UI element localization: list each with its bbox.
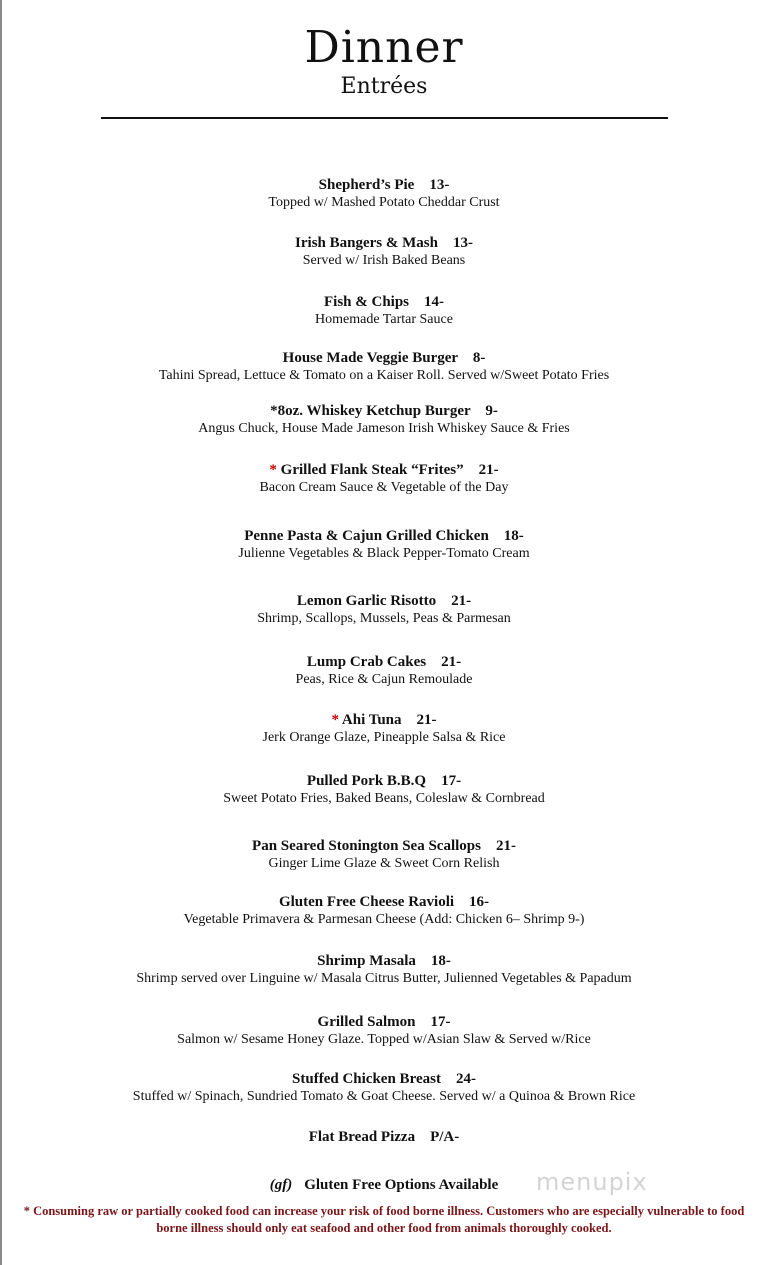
menu-item [0, 1013, 768, 1049]
item-price: 18- [430, 953, 451, 969]
item-name-line [0, 402, 768, 420]
item-description: Shrimp served over Linguine w/ Masala Citrus Butter, Julienned Vegetables & Papadum [136, 971, 632, 986]
item-description: Sweet Potato Fries, Baked Beans, Coleslaw & Cornbread [223, 791, 545, 806]
menu-item [0, 837, 768, 873]
food-safety-disclaimer: * Consuming raw or partially cooked food can increase your risk of food borne illness. Customers who are especially vulnerable to food borne illness should only eat seafood and other food from animals thoroughly cooked. [23, 1204, 745, 1235]
item-name: Grilled Salmon [317, 1014, 416, 1030]
menupix-watermark: menupix [536, 1168, 648, 1196]
item-name-line [0, 772, 768, 790]
menu-item [0, 1128, 768, 1146]
item-name: Pulled Pork B.B.Q [306, 773, 427, 789]
menu-item [0, 349, 768, 385]
item-description: Tahini Spread, Lettuce & Tomato on a Kaiser Roll. Served w/Sweet Potato Fries [158, 368, 610, 383]
item-name-line [0, 1013, 768, 1031]
item-description: Shrimp, Scallops, Mussels, Peas & Parmesan [257, 611, 511, 626]
gf-mark: (gf) [269, 1177, 293, 1193]
item-name: Shepherd’s Pie [318, 177, 415, 193]
divider [101, 117, 668, 119]
item-name-line [0, 176, 768, 194]
item-description: Ginger Lime Glaze & Sweet Corn Relish [268, 856, 500, 871]
raw-warning-star: * [331, 712, 339, 728]
item-name-line [0, 653, 768, 671]
item-price: 21- [478, 462, 499, 478]
item-price: 21- [495, 838, 516, 854]
item-name-line [0, 293, 768, 311]
menu-item [0, 176, 768, 212]
item-price: 21- [441, 654, 462, 670]
item-name-line [0, 1128, 768, 1146]
menu-item [0, 893, 768, 929]
menu-subtitle: Entrées [340, 74, 428, 99]
menu-item [0, 592, 768, 628]
item-name-line [0, 234, 768, 252]
item-name-line [0, 349, 768, 367]
gf-text: Gluten Free Options Available [304, 1177, 499, 1193]
item-price: 18- [503, 528, 524, 544]
item-price: 21- [416, 712, 437, 728]
raw-warning-star: * [269, 462, 277, 478]
item-price: 24- [455, 1071, 476, 1087]
item-description: Homemade Tartar Sauce [315, 312, 453, 327]
item-description: Stuffed w/ Spinach, Sundried Tomato & Goat Cheese. Served w/ a Quinoa & Brown Rice [132, 1089, 636, 1104]
menu-item [0, 402, 768, 438]
item-price: 13- [429, 177, 450, 193]
item-description: Bacon Cream Sauce & Vegetable of the Day [259, 480, 509, 495]
item-price: 16- [469, 894, 490, 910]
item-name: Penne Pasta & Cajun Grilled Chicken [244, 528, 489, 544]
item-name-line [0, 952, 768, 970]
item-description: Jerk Orange Glaze, Pineapple Salsa & Rice [262, 730, 506, 745]
item-name-line [0, 527, 768, 545]
item-description: Topped w/ Mashed Potato Cheddar Crust [268, 195, 500, 210]
item-name: Gluten Free Cheese Ravioli [278, 894, 455, 910]
item-price: 14- [424, 294, 445, 310]
item-name: *8oz. Whiskey Ketchup Burger [270, 403, 471, 419]
item-price: 8- [472, 350, 486, 366]
item-description: Peas, Rice & Cajun Remoulade [295, 672, 473, 687]
menu-item [0, 772, 768, 808]
item-name-line [0, 1070, 768, 1088]
item-price: P/A- [430, 1129, 460, 1145]
menu-item [0, 527, 768, 563]
menu-item [0, 653, 768, 689]
item-price: 17- [430, 1014, 451, 1030]
item-name: Lump Crab Cakes [306, 654, 427, 670]
item-name: Pan Seared Stonington Sea Scallops [252, 838, 481, 854]
menu-item [0, 711, 768, 747]
item-name: House Made Veggie Burger [282, 350, 458, 366]
item-name: Ahi Tuna [341, 712, 402, 728]
item-name-line [0, 711, 768, 729]
item-price: 13- [452, 235, 473, 251]
item-name-line [0, 592, 768, 610]
item-description: Angus Chuck, House Made Jameson Irish Whiskey Sauce & Fries [198, 421, 570, 436]
menu-item [0, 234, 768, 270]
item-name-line [0, 837, 768, 855]
menu-item [0, 461, 768, 497]
item-price: 21- [451, 593, 472, 609]
item-description: Julienne Vegetables & Black Pepper-Tomato Cream [238, 546, 530, 561]
menu-item [0, 952, 768, 988]
item-name: Irish Bangers & Mash [295, 235, 438, 251]
item-name: Lemon Garlic Risotto [296, 593, 437, 609]
item-name-line [0, 893, 768, 911]
item-name: Stuffed Chicken Breast [292, 1071, 441, 1087]
menu-item [0, 293, 768, 329]
item-name: Fish & Chips [323, 294, 410, 310]
item-name: Flat Bread Pizza [308, 1129, 416, 1145]
item-price: 17- [441, 773, 462, 789]
item-name-line [0, 461, 768, 479]
item-description: Served w/ Irish Baked Beans [302, 253, 466, 268]
item-name: Shrimp Masala [317, 953, 416, 969]
item-description: Vegetable Primavera & Parmesan Cheese (Add: Chicken 6– Shrimp 9-) [183, 912, 585, 927]
item-name: Grilled Flank Steak “Frites” [280, 462, 464, 478]
item-description: Salmon w/ Sesame Honey Glaze. Topped w/Asian Slaw & Served w/Rice [177, 1032, 591, 1047]
gluten-free-note [0, 1177, 768, 1194]
menu-item [0, 1070, 768, 1106]
menu-title: Dinner [304, 22, 464, 73]
item-price: 9- [485, 403, 498, 419]
